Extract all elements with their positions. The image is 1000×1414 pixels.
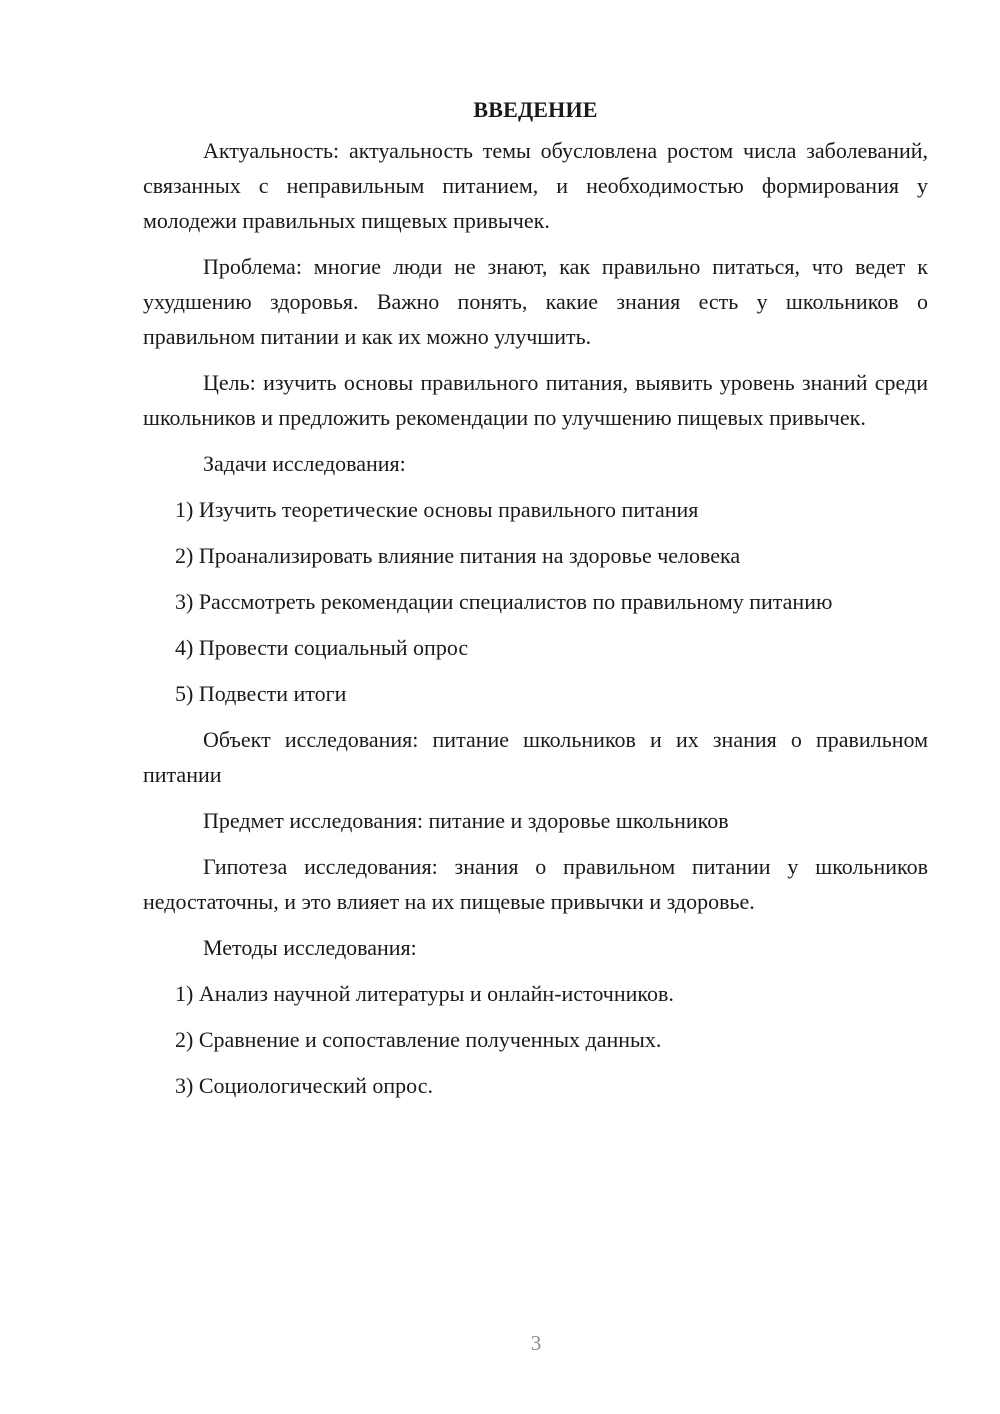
- methods-title: Методы исследования:: [203, 935, 417, 960]
- document-page: [143, 88, 928, 1114]
- list-item: 2) Сравнение и сопоставление полученных данных.: [175, 1027, 662, 1052]
- relevance-paragraph: Актуальность: актуальность темы обусловлена ростом числа заболеваний, связанных с неправильным питанием, и необходимостью формирования у молодежи правильных пищевых привычек.: [143, 138, 928, 233]
- list-item: 3) Социологический опрос.: [175, 1073, 433, 1098]
- list-item: 2) Проанализировать влияние питания на здоровье человека: [175, 543, 741, 568]
- list-item: 1) Изучить теоретические основы правильного питания: [175, 497, 699, 522]
- list-item: 4) Провести социальный опрос: [175, 635, 469, 660]
- list-item: 3) Рассмотреть рекомендации специалистов по правильному питанию: [175, 589, 833, 614]
- page-number: 3: [530, 1331, 542, 1355]
- subject-paragraph: Предмет исследования: питание и здоровье школьников: [203, 808, 729, 833]
- tasks-list: [143, 492, 928, 711]
- methods-list: [143, 976, 928, 1103]
- object-paragraph: Объект исследования: питание школьников и их знания о правильном питании: [143, 727, 928, 787]
- problem-paragraph: Проблема: многие люди не знают, как правильно питаться, что ведет к ухудшению здоровья. Важно понять, какие знания есть у школьников о правильном питании и как их можно улучшить.: [143, 254, 928, 349]
- goal-paragraph: Цель: изучить основы правильного питания, выявить уровень знаний среди школьников и предложить рекомендации по улучшению пищевых привычек.: [143, 370, 928, 430]
- list-item: 5) Подвести итоги: [175, 681, 347, 706]
- tasks-title: Задачи исследования:: [203, 451, 406, 476]
- hypothesis-paragraph: Гипотеза исследования: знания о правильном питании у школьников недостаточны, и это влияет на их пищевые привычки и здоровье.: [143, 854, 928, 914]
- list-item: 1) Анализ научной литературы и онлайн-источников.: [175, 981, 674, 1006]
- page-title: ВВЕДЕНИЕ: [473, 97, 598, 122]
